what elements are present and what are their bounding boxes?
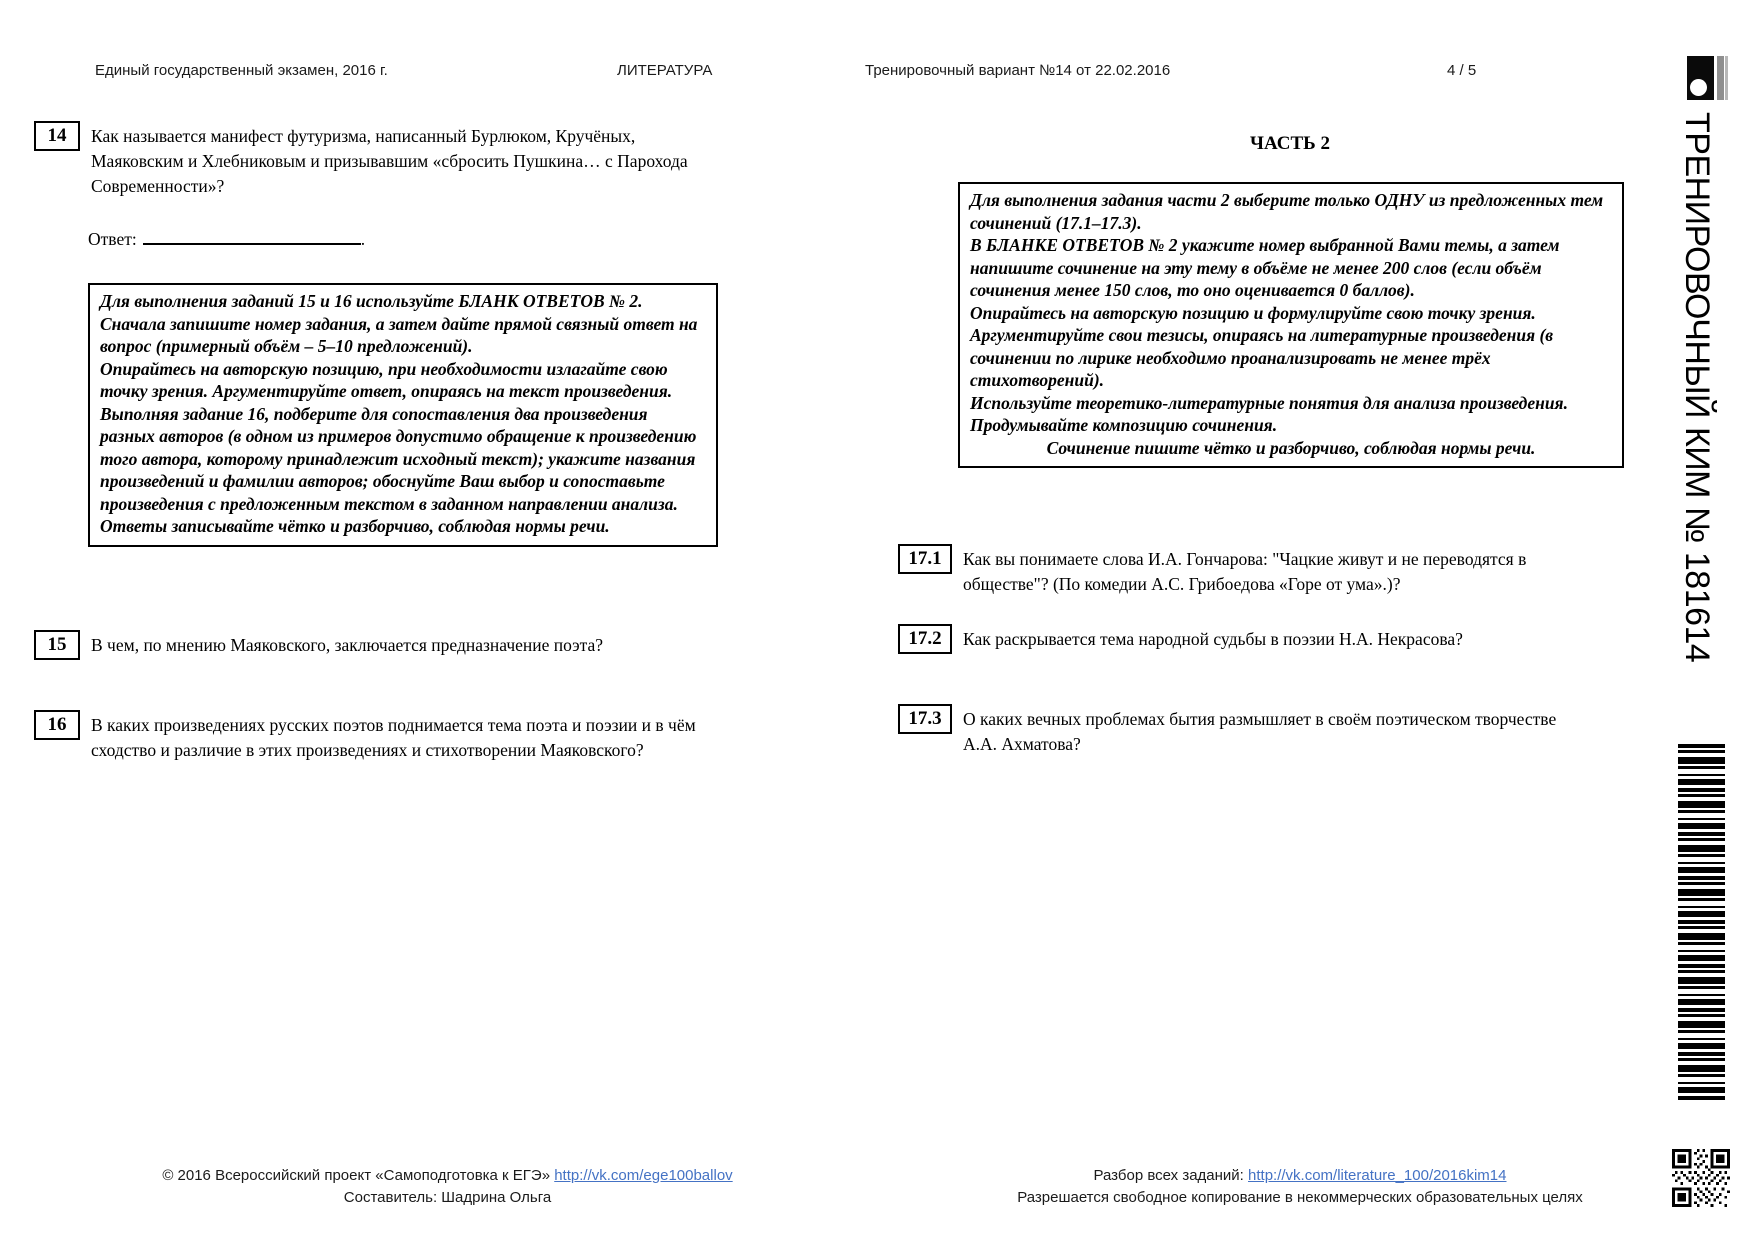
question-15-number-box: 15 [34,630,80,660]
answer-suffix: . [360,229,366,249]
question-16-text: В каких произведениях русских поэтов поднимается тема поэта и поэзии и в чём сходство и различие в этих произведениях и стихотворении Маяковского? [91,715,696,760]
instruction-paragraph: Продумывайте композицию сочинения. [970,415,1278,435]
header-variant: Тренировочный вариант №14 от 22.02.2016 [865,62,1171,79]
instruction-paragraph: Используйте теоретико-литературные понятия для анализа произведения. [970,392,1568,413]
question-17-2 [898,627,1658,654]
question-14-number-box: 14 [34,121,80,151]
header-exam-title: Единый государственный экзамен, 2016 г. [95,62,388,79]
question-17-3-text: О каких вечных проблемах бытия размышляет в своём поэтическом творчестве А.А. Ахматова? [963,709,1557,754]
footer-author: Составитель: Шадрина Ольга [343,1189,552,1206]
footer-left-link[interactable]: http://vk.com/ege100ballov [554,1167,733,1184]
footer-review-line [975,1165,1625,1187]
question-17-2-number-box: 17.2 [898,624,952,654]
question-16 [34,713,754,763]
instruction-paragraph: Выполняя задание 16, подберите для сопоставления два произведения разных авторов (в одном из примеров допустимо обращение к произведению того автора, которому принадлежит исходный текст); укажите названия произведений и фамилии авторов; обоснуйте Ваш выбор и сопоставьте произведения с предложенным текстом в заданном направлении анализа. [100,403,697,514]
question-16-number-box: 16 [34,710,80,740]
footer-right-link[interactable]: http://vk.com/literature_100/2016kim14 [1248,1167,1507,1184]
instruction-paragraph: В БЛАНКЕ ОТВЕТОВ № 2 укажите номер выбранной Вами темы, а затем напишите сочинение на эту тему в объёме не менее 200 слов (если объём сочинения менее 150 слов, то оно оценивается 0 баллов). [970,235,1560,300]
header-page-number: 4 / 5 [1447,62,1477,79]
logo-stripe [1717,56,1724,100]
footer-left [120,1165,775,1209]
question-14 [34,124,734,199]
question-17-3-number-box: 17.3 [898,704,952,734]
instruction-paragraph: Опирайтесь на авторскую позицию и формулируйте свою точку зрения. [970,302,1536,323]
header-subject: ЛИТЕРАТУРА [617,62,713,79]
question-15-text: В чем, по мнению Маяковского, заключается предназначение поэта? [91,635,604,655]
instruction-paragraph: Для выполнения задания части 2 выберите только ОДНУ из предложенных тем сочинений (17.1–17.3). [970,190,1604,233]
instructions-box-tasks-15-16 [88,283,718,547]
instruction-paragraph: Ответы записывайте чётко и разборчиво, соблюдая нормы речи. [100,516,610,536]
part-2-title: ЧАСТЬ 2 [1250,133,1330,154]
logo-stripe [1725,56,1728,100]
instruction-paragraph: Опирайтесь на авторскую позицию, при необходимости излагайте свою точку зрения. Аргументируйте ответ, опираясь на текст произведения. [100,358,673,401]
kim-vertical-label: ТРЕНИРОВОЧНЫЙ КИМ № 181614 [1678,112,1716,663]
footer-right [975,1165,1625,1209]
publisher-logo-icon [1687,56,1729,102]
question-17-1 [898,547,1658,597]
qr-code [1672,1149,1730,1207]
question-17-2-text: Как раскрывается тема народной судьбы в поэзии Н.А. Некрасова? [963,629,1463,649]
logo-circle [1690,79,1707,96]
question-17-1-number-box: 17.1 [898,544,952,574]
question-17-3 [898,707,1658,757]
answer-line [88,229,365,250]
instructions-box-part-2 [958,182,1624,468]
question-17-1-text: Как вы понимаете слова И.А. Гончарова: "Чацкие живут и не переводятся в обществе"? (По комедии А.С. Грибоедова «Горе от ума».)? [963,549,1527,594]
footer-copyright: © 2016 Всероссийский проект «Самоподготовка к ЕГЭ» [162,1167,555,1184]
question-14-text: Как называется манифест футуризма, написанный Бурлюком, Кручёных, Маяковским и Хлебниковым и призывавшим «сбросить Пушкина… с Парохода Современности»? [91,126,688,196]
footer-copyright-line [120,1165,775,1187]
answer-label: Ответ: [88,229,137,249]
barcode [1678,744,1725,1102]
instruction-paragraph: Аргументируйте свои тезисы, опираясь на литературные произведения (в сочинении по лирике необходимо проанализировать не менее трёх стихотворений). [970,325,1554,390]
answer-blank-field [143,229,361,245]
instruction-paragraph-final: Сочинение пишите чётко и разборчиво, соблюдая нормы речи. [1046,437,1536,458]
instruction-paragraph: Для выполнения заданий 15 и 16 используйте БЛАНК ОТВЕТОВ № 2. Сначала запишите номер задания, а затем дайте прямой связный ответ на вопрос (примерный объём – 5–10 предложений). [100,291,698,356]
footer-review-label: Разбор всех заданий: [1093,1167,1249,1184]
footer-license: Разрешается свободное копирование в некоммерческих образовательных целях [1017,1189,1583,1206]
question-15 [34,633,754,660]
